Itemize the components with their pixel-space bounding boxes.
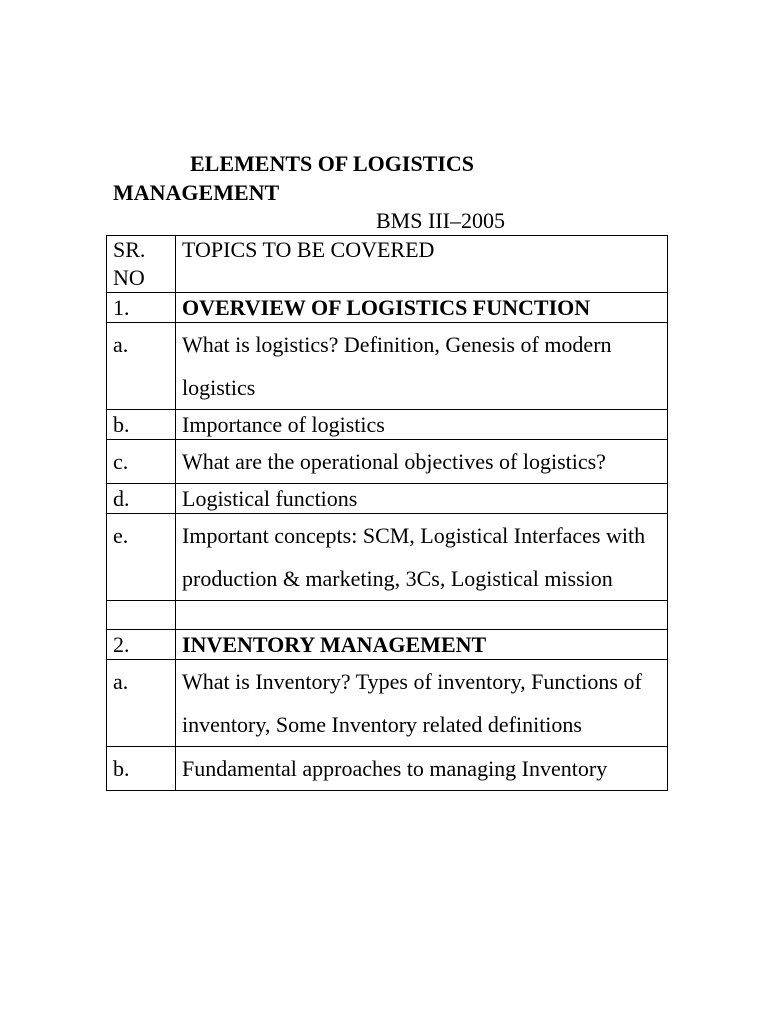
table-row (107, 660, 668, 747)
row-sr: b. (107, 410, 176, 440)
row-topic: Importance of logistics (176, 410, 668, 440)
table-row (107, 440, 668, 484)
row-sr: a. (107, 660, 176, 747)
row-sr (107, 601, 176, 630)
header-sr-line-1: SR. (113, 237, 146, 262)
row-topic: Logistical functions (176, 484, 668, 514)
table-row (107, 293, 668, 323)
row-sr: 1. (107, 293, 176, 323)
table-row (107, 410, 668, 440)
header-sr-line-2: NO (113, 265, 145, 290)
row-topic: What is logistics? Definition, Genesis of modern logistics (176, 323, 668, 410)
row-topic: Important concepts: SCM, Logistical Interfaces with production & marketing, 3Cs, Logistical mission (176, 514, 668, 601)
row-sr: b. (107, 747, 176, 791)
row-sr: d. (107, 484, 176, 514)
row-sr: e. (107, 514, 176, 601)
document-subtitle: BMS III–2005 (376, 208, 505, 233)
row-topic: Fundamental approaches to managing Inventory (176, 747, 668, 791)
table-header-row (107, 236, 668, 293)
table-row-blank (107, 601, 668, 630)
row-topic: INVENTORY MANAGEMENT (176, 630, 668, 660)
document-title-line-2: MANAGEMENT (113, 180, 280, 205)
table-row (107, 630, 668, 660)
row-sr: 2. (107, 630, 176, 660)
header-topics: TOPICS TO BE COVERED (176, 236, 668, 293)
row-sr: a. (107, 323, 176, 410)
document-title-line-1: ELEMENTS OF LOGISTICS (190, 151, 475, 176)
syllabus-table (106, 235, 668, 791)
table-row (107, 323, 668, 410)
table-row (107, 747, 668, 791)
row-topic: What is Inventory? Types of inventory, Functions of inventory, Some Inventory related definitions (176, 660, 668, 747)
row-sr: c. (107, 440, 176, 484)
row-topic: What are the operational objectives of logistics? (176, 440, 668, 484)
row-topic: OVERVIEW OF LOGISTICS FUNCTION (176, 293, 668, 323)
row-topic (176, 601, 668, 630)
header-sr-no (107, 236, 176, 293)
table-row (107, 514, 668, 601)
table-row (107, 484, 668, 514)
